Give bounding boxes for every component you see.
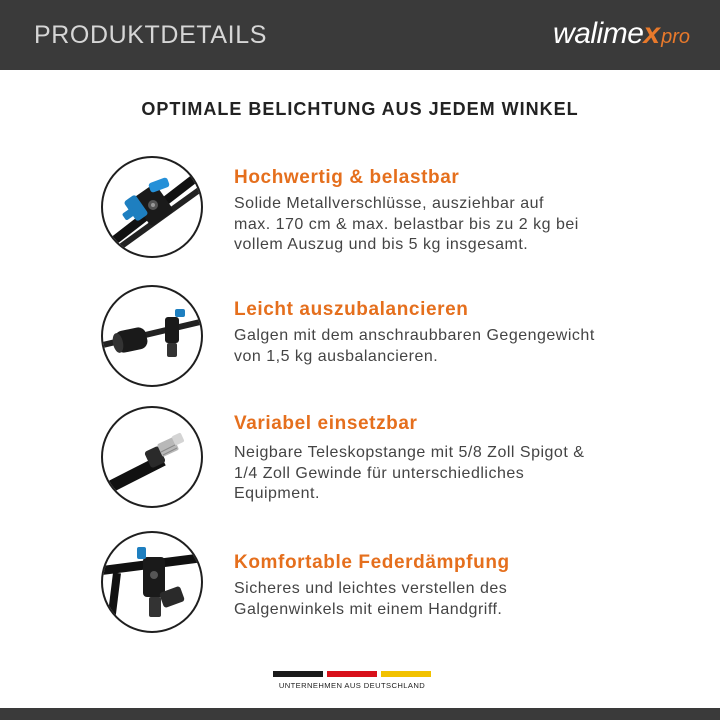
feature-damping	[0, 531, 720, 641]
feature-quality	[0, 156, 720, 266]
feature-description	[234, 194, 654, 256]
feature-description	[234, 443, 654, 505]
counterweight-image	[101, 285, 203, 387]
brand-logo-main: walime	[553, 17, 644, 50]
feature-description-line: Equipment.	[234, 485, 320, 502]
flag-stripe-black	[273, 671, 323, 677]
feature-description-line: Galgenwinkels mit einem Handgriff.	[234, 600, 503, 618]
feature-description-line: Sicheres und leichtes verstellen des	[234, 580, 508, 597]
feature-description	[234, 579, 654, 620]
flag-stripe-gold	[381, 671, 431, 677]
feature-description	[234, 326, 654, 367]
clamp-lock-image	[101, 156, 203, 258]
feature-description-line: 1/4 Zoll Gewinde für unterschiedliches	[234, 464, 525, 482]
spring-damping-image	[101, 531, 203, 633]
feature-description-line: Solide Metallverschlüsse, ausziehbar auf	[234, 195, 544, 212]
footer-bar	[0, 708, 720, 720]
feature-balance	[0, 285, 720, 395]
header-title: PRODUKTDETAILS	[34, 21, 267, 49]
spigot-image	[101, 406, 203, 508]
feature-title: Variabel einsetzbar	[234, 413, 418, 434]
feature-description-line: Galgen mit dem anschraubbaren Gegengewicht	[234, 327, 595, 344]
brand-logo	[553, 16, 690, 52]
flag-stripe-red	[327, 671, 377, 677]
feature-description-line: Neigbare Teleskopstange mit 5/8 Zoll Spigot &	[234, 444, 585, 461]
feature-description-line: max. 170 cm & max. belastbar bis zu 2 kg bei	[234, 215, 579, 233]
footer-tagline: UNTERNEHMEN AUS DEUTSCHLAND	[278, 681, 426, 690]
brand-logo-pro: pro	[661, 26, 690, 48]
feature-title: Leicht auszubalancieren	[234, 299, 469, 320]
feature-versatile	[0, 406, 720, 516]
feature-description-line: von 1,5 kg ausbalancieren.	[234, 347, 439, 365]
brand-logo-x: x	[643, 17, 661, 50]
feature-title: Hochwertig & belastbar	[234, 167, 460, 188]
page-heading: OPTIMALE BELICHTUNG AUS JEDEM WINKEL	[141, 99, 579, 119]
feature-title: Komfortable Federdämpfung	[234, 552, 510, 573]
header-bar	[0, 0, 720, 70]
feature-description-line: vollem Auszug und bis 5 kg insgesamt.	[234, 236, 529, 253]
